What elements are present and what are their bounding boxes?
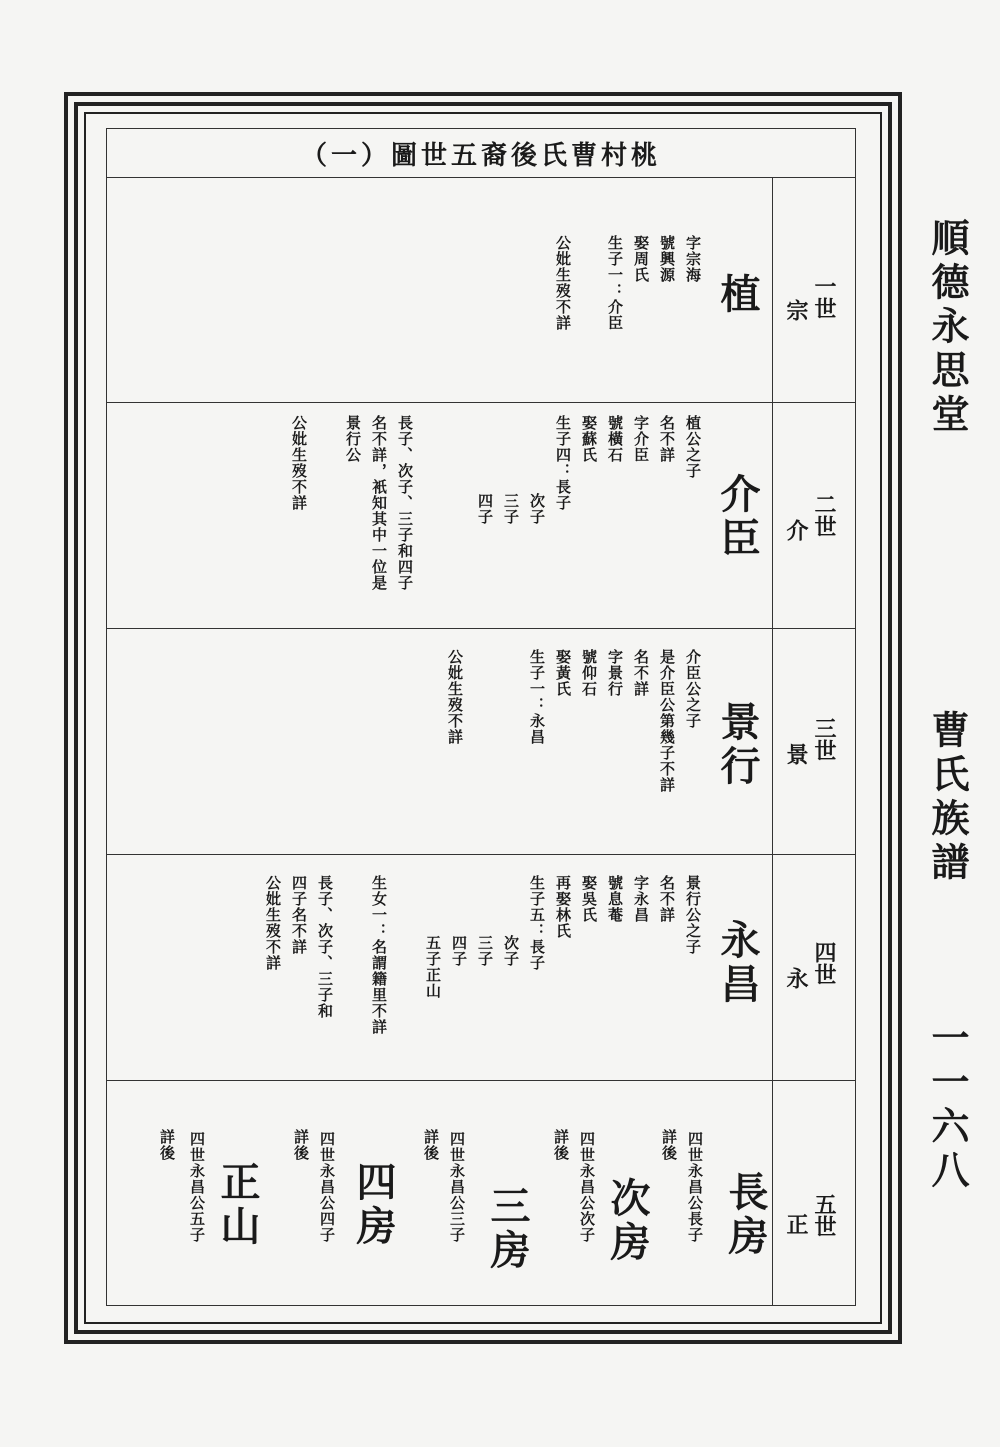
note-line: 是介臣公第幾子不詳	[658, 649, 676, 793]
note-line: 名不詳	[658, 875, 676, 923]
person-name: 植	[714, 273, 761, 317]
note-line: 字介臣	[632, 415, 650, 463]
generation-row-1	[107, 177, 855, 403]
branch-name: 次房	[604, 1177, 651, 1265]
person-name: 永昌	[714, 919, 761, 1007]
note-line: 名不詳	[658, 415, 676, 463]
generation-char: 永	[783, 967, 809, 989]
note-line: 三子	[502, 493, 520, 525]
note-line: 字永昌	[632, 875, 650, 923]
note-line: 公妣生歿不詳	[554, 235, 572, 331]
branch-desc: 四世永昌公次子	[578, 1131, 596, 1243]
note-line: 五子正山	[424, 935, 442, 999]
note-line: 名不詳	[632, 649, 650, 697]
branch-name: 正山	[214, 1161, 261, 1249]
note-line: 生子五：長子	[528, 875, 546, 971]
note-line: 娶周氏	[632, 235, 650, 283]
table-title: （一）圖世五裔後氏曹村桃	[107, 129, 855, 178]
branch-more: 詳後	[552, 1129, 570, 1161]
generation-label: 四世	[811, 941, 837, 985]
note-line: 次子	[528, 493, 546, 525]
generation-char: 宗	[783, 299, 809, 321]
note-line: 號興源	[658, 235, 676, 283]
note-line: 次子	[502, 935, 520, 967]
note-line: 長子、次子、三子和四子	[396, 415, 414, 591]
note-line: 景行公之子	[684, 875, 702, 955]
branch-name: 長房	[722, 1171, 769, 1259]
generation-row-2	[107, 403, 855, 629]
generation-row-3	[107, 629, 855, 855]
note-line: 植公之子	[684, 415, 702, 479]
person-name: 介臣	[714, 473, 761, 561]
note-line: 長子、次子、三子和	[316, 875, 334, 1019]
note-line: 字景行	[606, 649, 624, 697]
hall-name: 順德永思堂	[925, 218, 970, 438]
note-line: 生子一：介臣	[606, 235, 624, 331]
branch-desc: 四世永昌公四子	[318, 1131, 336, 1243]
branch-more: 詳後	[158, 1129, 176, 1161]
note-line: 號息菴	[606, 875, 624, 923]
generation-label: 三世	[811, 717, 837, 761]
note-line: 字宗海	[684, 235, 702, 283]
generation-label: 一世	[811, 275, 837, 319]
branch-desc: 四世永昌公五子	[188, 1131, 206, 1243]
note-line: 號仰石	[580, 649, 598, 697]
branch-more: 詳後	[292, 1129, 310, 1161]
note-line: 娶吳氏	[580, 875, 598, 923]
note-line: 三子	[476, 935, 494, 967]
person-name: 景行	[714, 701, 761, 789]
note-line: 四子	[476, 493, 494, 525]
note-line: 娶蘇氏	[580, 415, 598, 463]
note-line: 娶黃氏	[554, 649, 572, 697]
generation-char: 介	[783, 519, 809, 541]
generation-row-5	[107, 1081, 855, 1305]
branch-desc: 四世永昌公三子	[448, 1131, 466, 1243]
note-line: 景行公	[344, 415, 362, 463]
note-line: 生女一：名謂籍里不詳	[370, 875, 388, 1035]
note-line: 四子名不詳	[290, 875, 308, 955]
genealogy-table	[106, 128, 856, 1306]
generation-label: 五世	[811, 1193, 837, 1237]
note-line: 公妣生歿不詳	[290, 415, 308, 511]
note-line: 號橫石	[606, 415, 624, 463]
note-line: 公妣生歿不詳	[264, 875, 282, 971]
note-line: 生子一：永昌	[528, 649, 546, 745]
branch-name: 四房	[350, 1161, 397, 1249]
branch-more: 詳後	[422, 1129, 440, 1161]
note-line: 公妣生歿不詳	[446, 649, 464, 745]
note-line: 生子四：長子	[554, 415, 572, 511]
note-line: 再娶林氏	[554, 875, 572, 939]
generation-char: 景	[783, 743, 809, 765]
page-number: 一一六八	[925, 1018, 970, 1194]
branch-desc: 四世永昌公長子	[686, 1131, 704, 1243]
note-line: 介臣公之子	[684, 649, 702, 729]
generation-label: 二世	[811, 493, 837, 537]
generation-char: 正	[783, 1213, 809, 1235]
branch-name: 三房	[484, 1185, 531, 1273]
book-title: 曹氏族譜	[925, 710, 970, 886]
note-line: 四子	[450, 935, 468, 967]
note-line: 名不詳，衹知其中一位是	[370, 415, 388, 591]
generation-row-4	[107, 855, 855, 1081]
branch-more: 詳後	[660, 1129, 678, 1161]
